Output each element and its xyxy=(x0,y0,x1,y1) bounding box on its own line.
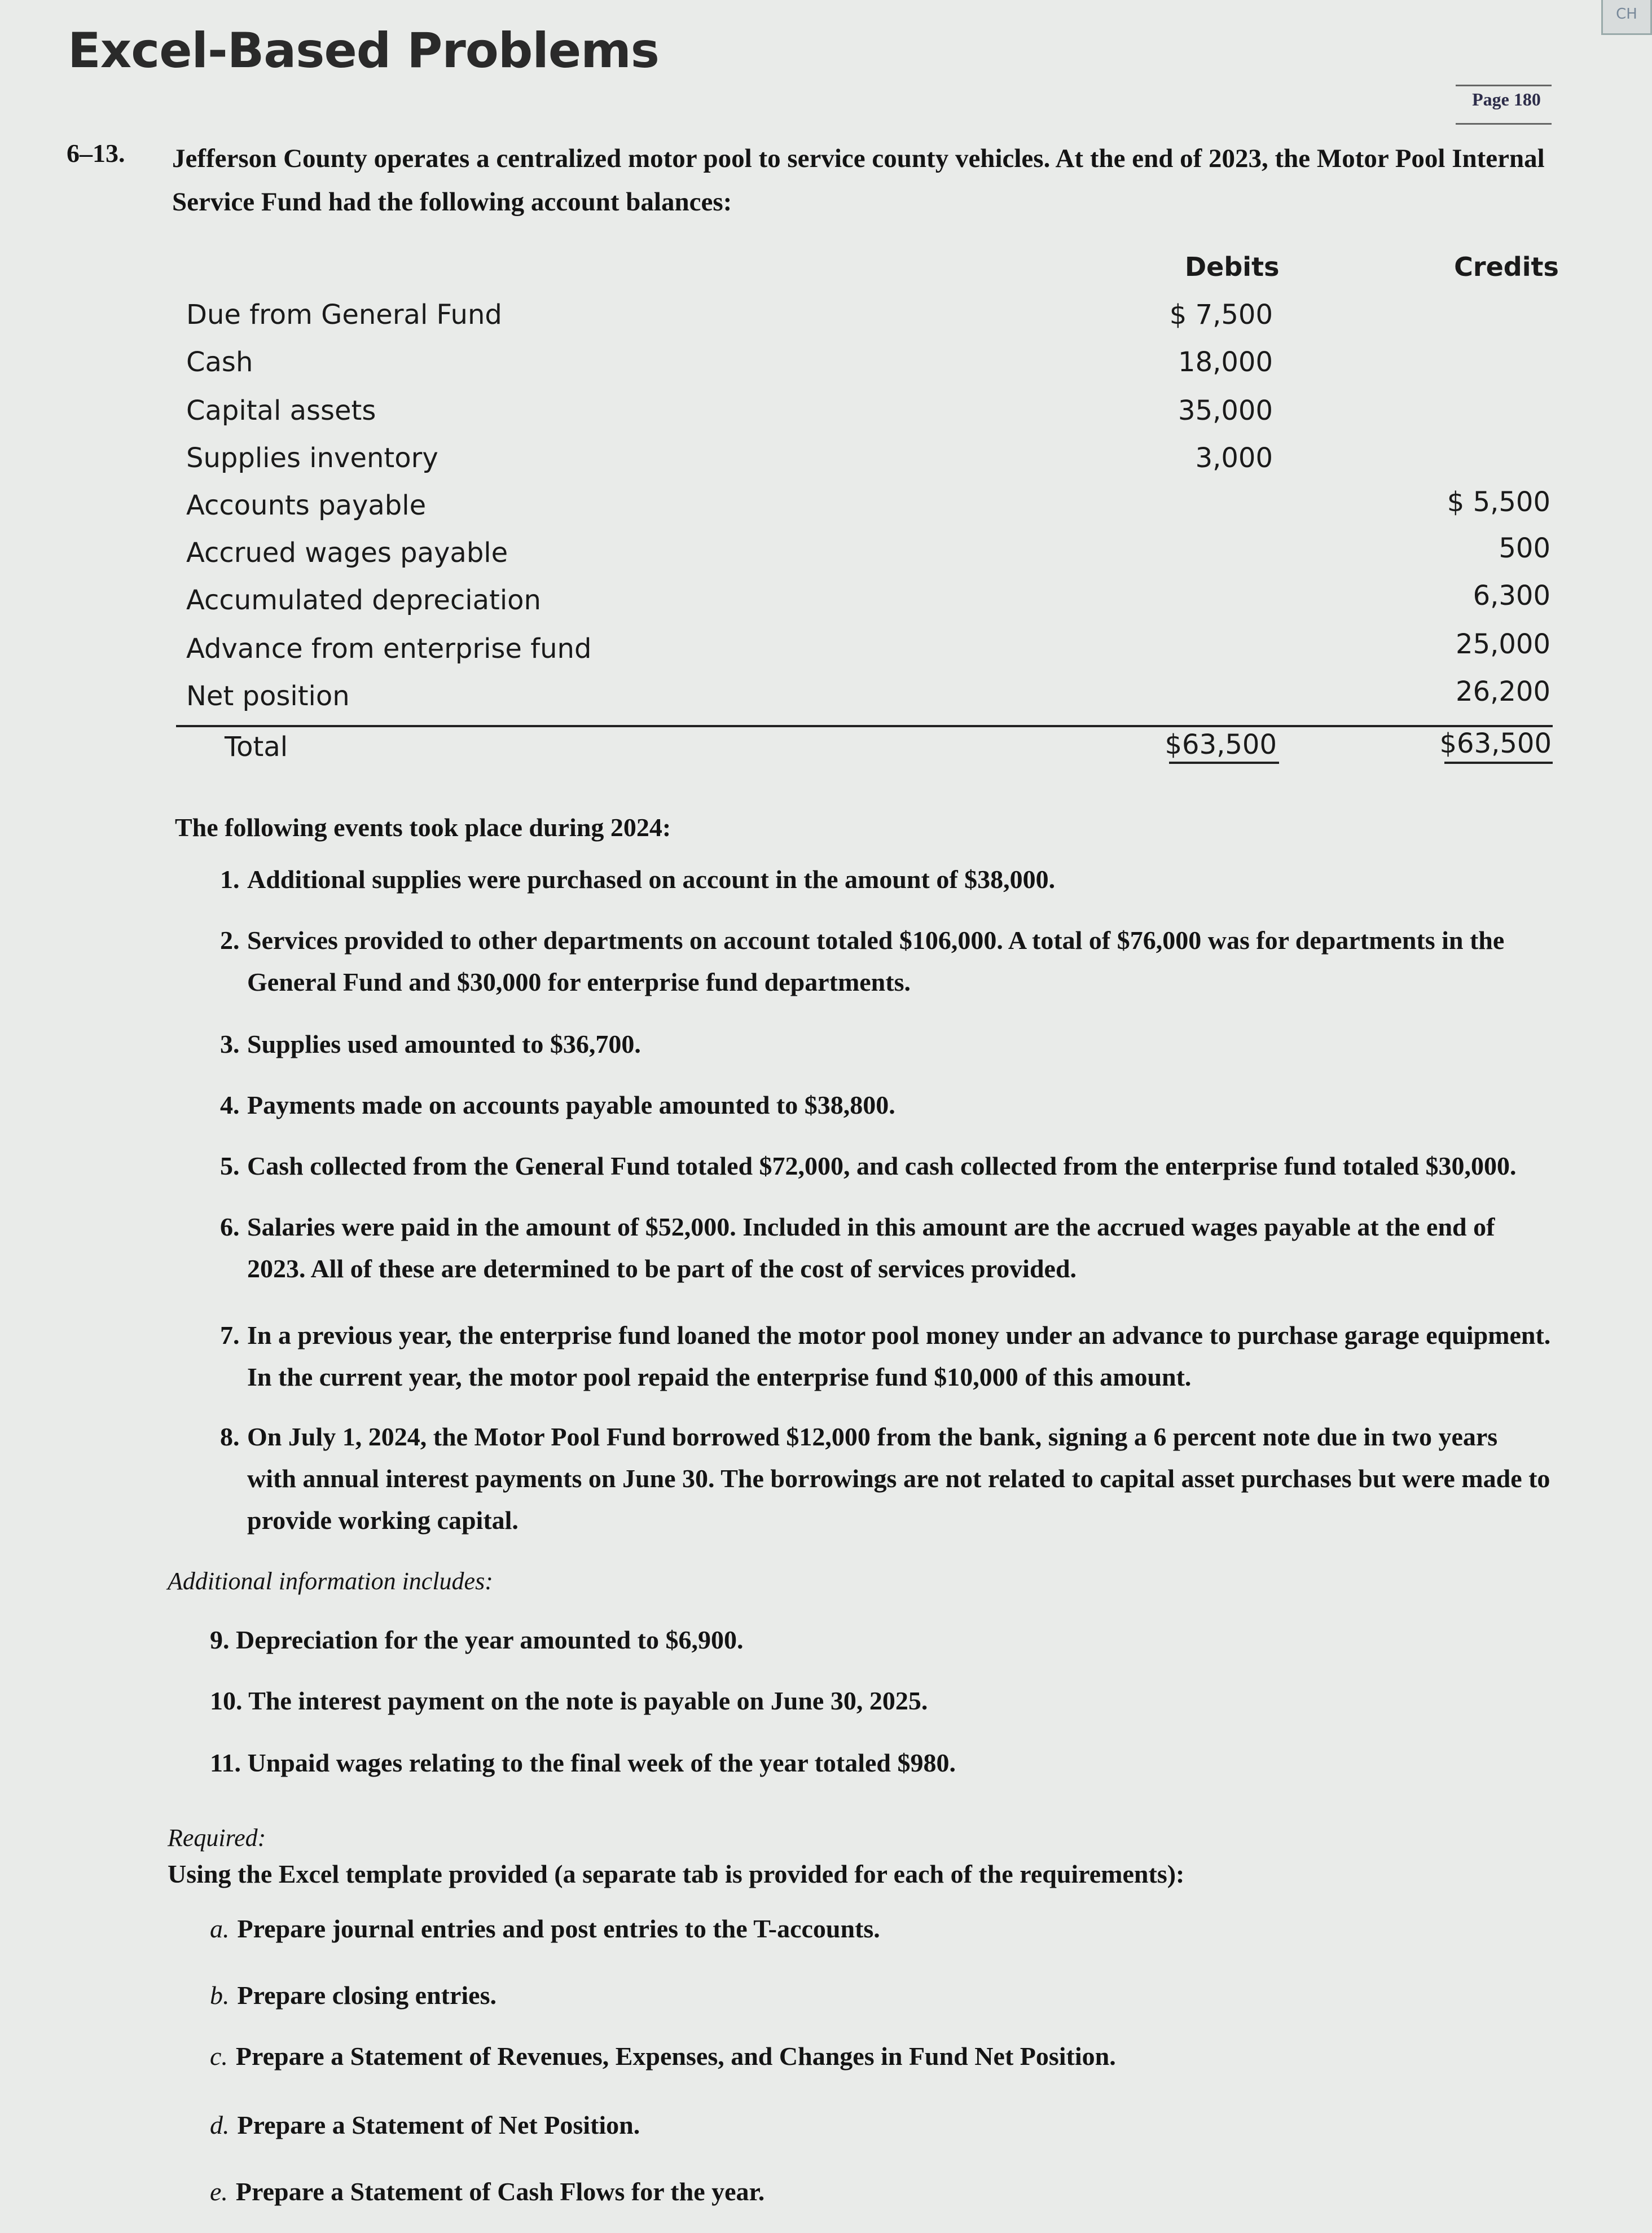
problem-intro: Jefferson County operates a centralized motor pool to service county vehicles. At the end of 2023, the Motor Pool Internal Service Fund had the following account balances: xyxy=(172,144,1545,217)
total-credit: $63,500 xyxy=(1439,728,1552,759)
corner-tab: CH xyxy=(1601,0,1652,35)
account-debit: 18,000 xyxy=(1178,346,1273,378)
account-name: Cash xyxy=(186,346,253,378)
account-name: Advance from enterprise fund xyxy=(186,633,592,665)
page-reference: Page 180 xyxy=(1472,89,1541,109)
account-name: Capital assets xyxy=(186,395,376,427)
account-debit: 35,000 xyxy=(1178,395,1273,427)
page-ref-rule xyxy=(1456,85,1552,86)
account-name: Due from General Fund xyxy=(186,299,502,331)
problem-number: 6–13. xyxy=(67,139,125,168)
list-item: 8. On July 1, 2024, the Motor Pool Fund borrowed $12,000 from the bank, signing a 6 percent note due in two years with annual interest payments on June 30. The borrowings are not related to capital asset purchases but were made to provide working capital. xyxy=(220,1422,1550,1535)
requirement-item: a. Prepare journal entries and post entries to the T-accounts. xyxy=(210,1914,880,1943)
account-credit: 26,200 xyxy=(1456,676,1550,707)
list-item: 2. Services provided to other departments on account totaled $106,000. A total of $76,000 was for departments in the General Fund and $30,000 for enterprise fund departments. xyxy=(220,926,1505,996)
account-name: Net position xyxy=(186,680,350,712)
list-item: 11. Unpaid wages relating to the final week of the year totaled $980. xyxy=(210,1748,956,1777)
section-heading: Excel-Based Problems xyxy=(68,23,659,79)
account-credit: 6,300 xyxy=(1473,580,1550,612)
requirement-item: d. Prepare a Statement of Net Position. xyxy=(210,2111,640,2139)
account-name: Supplies inventory xyxy=(186,442,438,474)
list-item: 5. Cash collected from the General Fund totaled $72,000, and cash collected from the enterprise fund totaled $30,000. xyxy=(220,1151,1517,1180)
requirement-item: c. Prepare a Statement of Revenues, Expenses, and Changes in Fund Net Position. xyxy=(210,2042,1116,2071)
list-item: 9. Depreciation for the year amounted to $6,900. xyxy=(210,1625,744,1654)
account-credit: $ 5,500 xyxy=(1447,486,1550,518)
list-item: 1. Additional supplies were purchased on account in the amount of $38,000. xyxy=(220,865,1056,894)
required-intro: Using the Excel template provided (a separate tab is provided for each of the requirements): xyxy=(168,1860,1185,1888)
list-item: 3. Supplies used amounted to $36,700. xyxy=(220,1030,641,1058)
total-rule xyxy=(176,725,1553,727)
total-double-underline xyxy=(1169,762,1279,764)
account-name: Accumulated depreciation xyxy=(186,584,541,616)
total-double-underline xyxy=(1444,762,1553,764)
account-debit: $ 7,500 xyxy=(1169,299,1273,331)
total-debit: $63,500 xyxy=(1165,729,1277,761)
list-item: 7. In a previous year, the enterprise fund loaned the motor pool money under an advance to purchase garage equipment. In the current year, the motor pool repaid the enterprise fund $10,000 of this amount. xyxy=(220,1321,1551,1391)
account-name: Accounts payable xyxy=(186,490,427,521)
account-credit: 500 xyxy=(1499,533,1550,564)
requirement-item: b. Prepare closing entries. xyxy=(210,1981,497,2010)
credits-header: Credits xyxy=(1454,252,1559,282)
account-name: Accrued wages payable xyxy=(186,537,508,569)
events-intro: The following events took place during 2024: xyxy=(175,813,671,842)
account-debit: 3,000 xyxy=(1195,442,1273,474)
requirement-item: e. Prepare a Statement of Cash Flows for the year. xyxy=(210,2177,765,2206)
debits-header: Debits xyxy=(1185,252,1280,282)
total-label: Total xyxy=(225,731,288,763)
page-ref-rule xyxy=(1456,123,1552,125)
required-heading: Required: xyxy=(168,1824,266,1852)
additional-info-heading: Additional information includes: xyxy=(168,1567,493,1595)
list-item: 10. The interest payment on the note is payable on June 30, 2025. xyxy=(210,1686,928,1715)
account-credit: 25,000 xyxy=(1456,628,1550,660)
list-item: 4. Payments made on accounts payable amounted to $38,800. xyxy=(220,1091,895,1119)
list-item: 6. Salaries were paid in the amount of $52,000. Included in this amount are the accrued wages payable at the end of 2023. All of these are determined to be part of the cost of services provided. xyxy=(220,1212,1495,1283)
